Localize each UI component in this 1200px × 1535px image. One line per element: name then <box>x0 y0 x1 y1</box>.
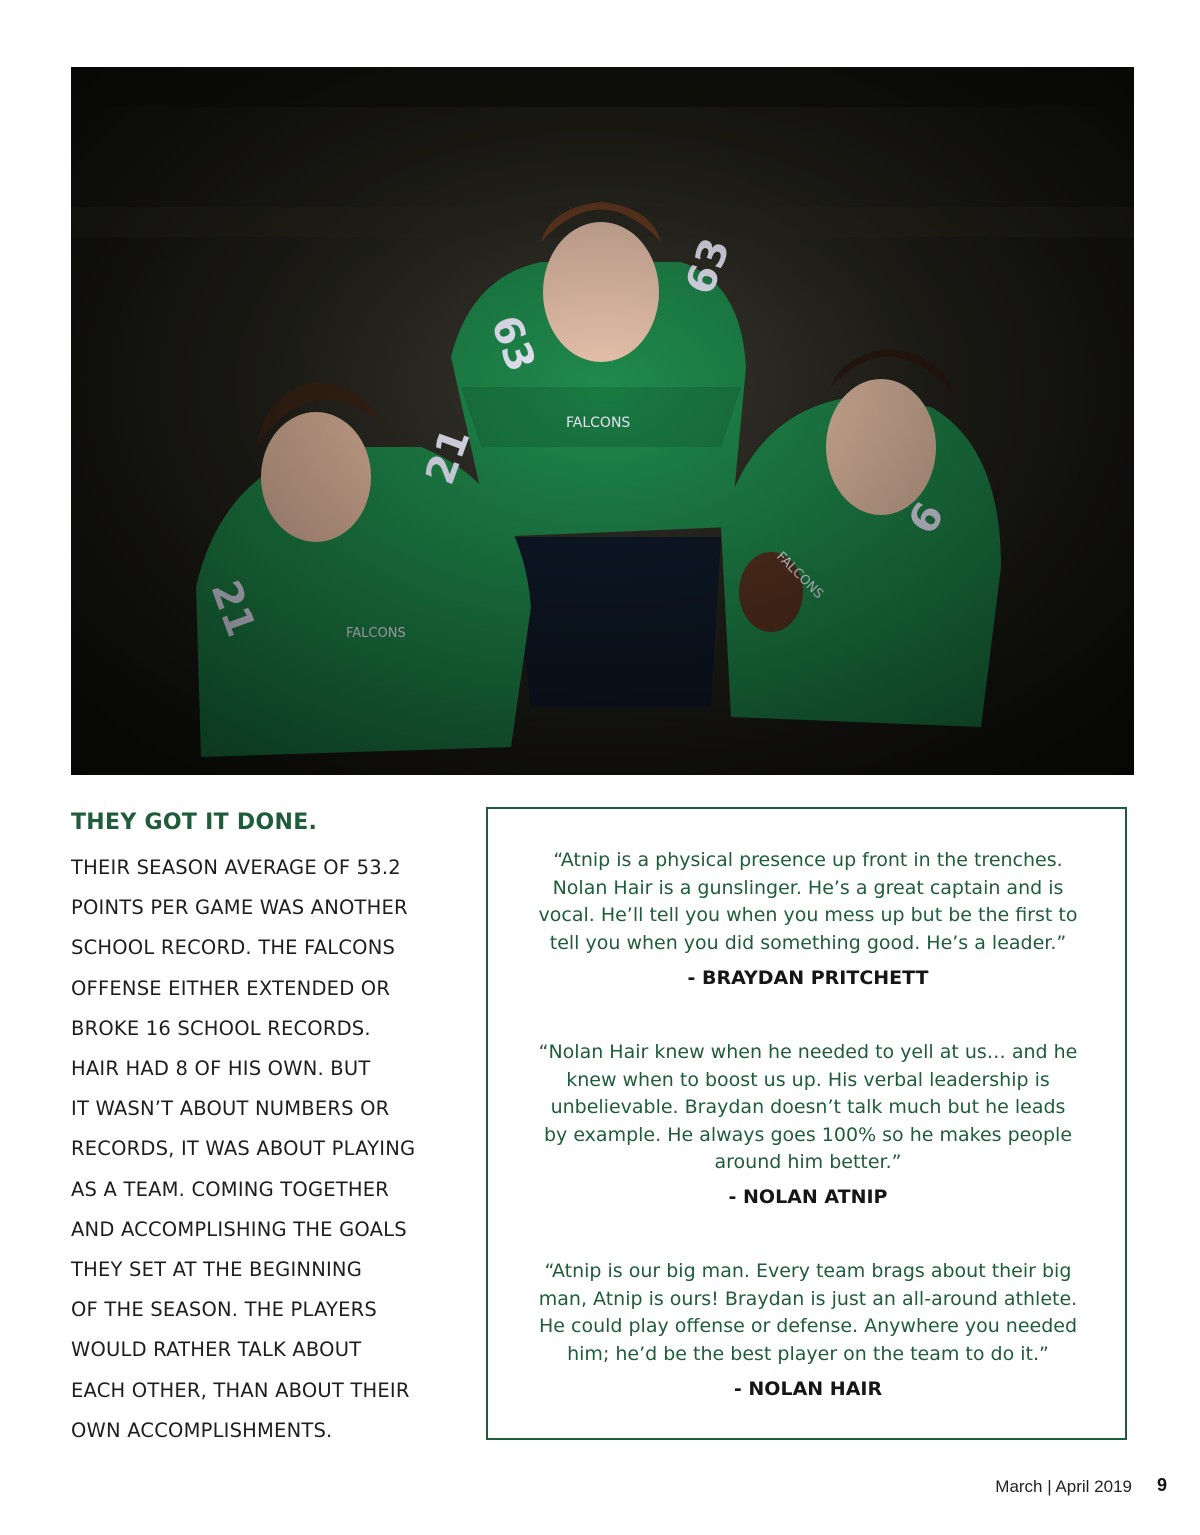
quote-text-3: “Atnip is our big man. Every team brags about their big man, Atnip is ours! Braydan is just an all-around athlete. He could play offense or defense. Anywhere you needed him; he’d be the best player on the team to do it.” <box>538 1260 1078 1365</box>
footer-issue-date: March | April 2019 <box>995 1477 1132 1496</box>
team-photo <box>71 67 1134 775</box>
quote-attribution-3: - NOLAN HAIR <box>733 1378 883 1400</box>
quotes-box <box>486 807 1127 1440</box>
team-photo-illustration <box>71 67 1134 775</box>
quote-text-2: “Nolan Hair knew when he needed to yell at us… and he knew when to boost us up. His verbal leadership is unbelievable. Braydan doesn’t talk much but he leads by example. He always goes 100% so he makes people around him better.” <box>538 1041 1078 1173</box>
quote-text-1: “Atnip is a physical presence up front in the trenches. Nolan Hair is a gunslinger. He’s a great captain and is vocal. He’ll tell you when you mess up but be the first to tell you when you did something good. He’s a leader.” <box>538 849 1078 954</box>
article-body: THEIR SEASON AVERAGE OF 53.2 POINTS PER GAME WAS ANOTHER SCHOOL RECORD. THE FALCONS OFFENSE EITHER EXTENDED OR BROKE 16 SCHOOL RECORDS. HAIR HAD 8 OF HIS OWN. BUT IT WASN’T ABOUT NUMBERS OR RECORDS, IT WAS ABOUT PLAYING AS A TEAM. COMING TOGETHER AND ACCOMPLISHING THE GOALS THEY SET AT THE BEGINNING OF THE SEASON. THE PLAYERS WOULD RATHER TALK ABOUT EACH OTHER, THAN ABOUT THEIR OWN ACCOMPLISHMENTS. <box>71 856 416 1442</box>
quote-attribution-2: - NOLAN ATNIP <box>728 1186 888 1208</box>
page-number: 9 <box>1156 1475 1167 1495</box>
article-headline: THEY GOT IT DONE. <box>71 810 318 835</box>
quote-attribution-1: - BRAYDAN PRITCHETT <box>687 967 929 989</box>
